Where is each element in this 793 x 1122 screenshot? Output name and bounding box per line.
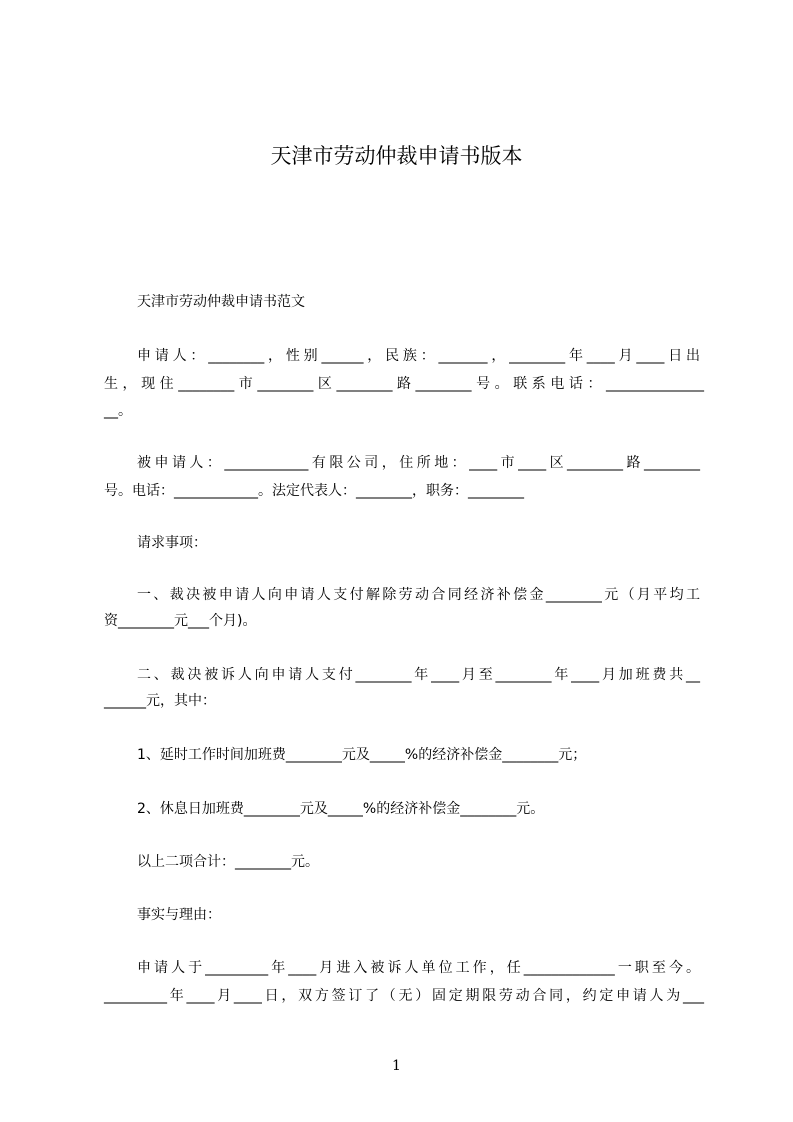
document-title: 天津市劳动仲裁申请书版本 [270,144,523,168]
applicant-line-3: __。 [104,403,132,419]
respondent-line-2: 号。电话：____________。法定代表人：________，职务：________ [104,483,524,499]
claims-heading: 请求事项： [137,535,207,551]
facts-heading: 事实与理由： [137,907,221,923]
subtitle: 天津市劳动仲裁申请书范文 [137,294,305,310]
applicant-line-2: 生，现住________市________区________路________号。联系电话：______________ [104,376,704,392]
claim-2-line-1: 二、裁决被诉人向申请人支付________年____月至________年____月加班费共__ [137,667,700,683]
claim-1-line-2: 资________元___个月)。 [104,613,257,629]
claim-1-line-1: 一、裁决被申请人向申请人支付解除劳动合同经济补偿金________元（月平均工 [137,587,700,603]
facts-line-2: _________年____月____日，双方签订了（无）固定期限劳动合同，约定申请人为___ [104,988,704,1004]
facts-line-1: 申请人于_________年____月进入被诉人单位工作，任_____________一职至今。 [137,960,700,976]
applicant-line-1: 申请人：________，性别______，民族：_______，________年____月____日出 [137,348,700,364]
respondent-line-1: 被申请人：____________有限公司，住所地：____市____区________路________ [137,455,700,471]
claim-2-line-2: ______元，其中： [104,693,216,709]
page-number: 1 [392,1058,401,1074]
total-line: 以上二项合计：________元。 [137,854,319,870]
claim-2-item-1: 1、延时工作时间加班费________元及_____%的经济补偿金________元； [137,747,587,763]
claim-2-item-2: 2、休息日加班费________元及_____%的经济补偿金________元。 [137,801,545,817]
